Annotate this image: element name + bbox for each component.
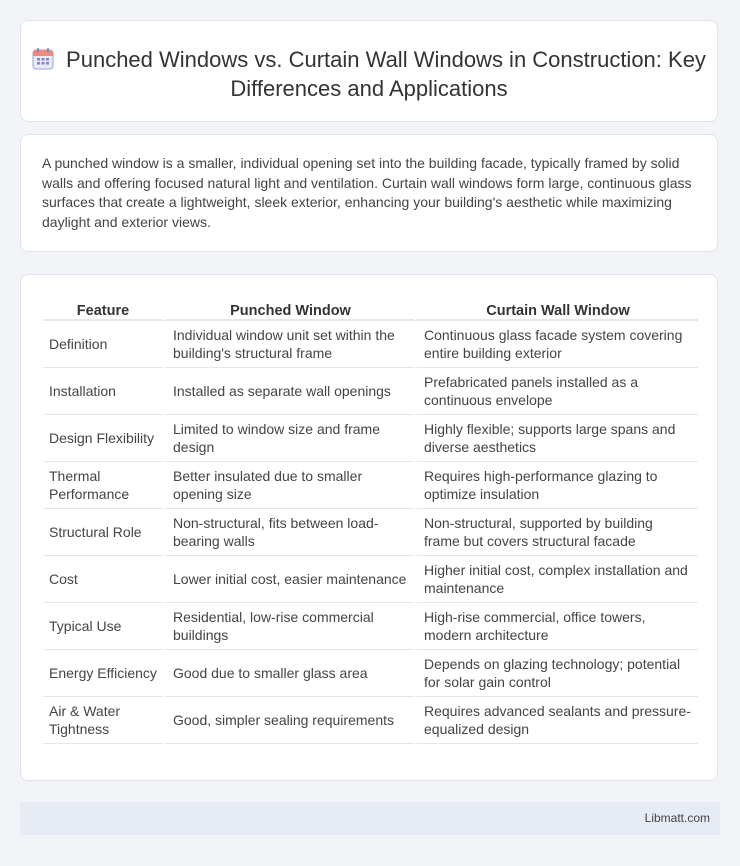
table-row [43,509,698,556]
feature-cell: Definition [43,321,163,368]
curtain-wall-cell: Continuous glass facade system covering entire building exterior [414,321,698,368]
feature-cell: Energy Efficiency [43,650,163,697]
table-row [43,603,698,650]
feature-cell: Structural Role [43,509,163,556]
comparison-card [20,274,718,781]
feature-cell: Typical Use [43,603,163,650]
table-row [43,462,698,509]
curtain-wall-cell: Requires high-performance glazing to optimize insulation [414,462,698,509]
table-row [43,650,698,697]
table-row [43,321,698,368]
page-title-text: Punched Windows vs. Curtain Wall Windows in Construction: Key Differences and Applications [66,47,706,101]
table-header-row [43,296,698,321]
punched-cell: Non-structural, fits between load-bearing walls [163,509,414,556]
feature-cell: Air & Water Tightness [43,697,163,744]
intro-card [20,134,718,252]
feature-cell: Thermal Performance [43,462,163,509]
curtain-wall-cell: Non-structural, supported by building frame but covers structural facade [414,509,698,556]
table-row [43,697,698,744]
header-curtain-wall-window: Curtain Wall Window [414,296,698,321]
curtain-wall-cell: Depends on glazing technology; potential for solar gain control [414,650,698,697]
table-row [43,556,698,603]
curtain-wall-cell: Higher initial cost, complex installation and maintenance [414,556,698,603]
title-card [20,20,718,122]
header-feature: Feature [43,296,163,321]
footer-site-link[interactable]: Libmatt.com [644,811,710,825]
curtain-wall-cell: Highly flexible; supports large spans and diverse aesthetics [414,415,698,462]
calendar-icon [32,48,54,70]
punched-cell: Better insulated due to smaller opening size [163,462,414,509]
punched-cell: Good, simpler sealing requirements [163,697,414,744]
punched-cell: Good due to smaller glass area [163,650,414,697]
punched-cell: Limited to window size and frame design [163,415,414,462]
page-title [21,45,717,103]
header-punched-window: Punched Window [163,296,414,321]
punched-cell: Installed as separate wall openings [163,368,414,415]
intro-paragraph: A punched window is a smaller, individual opening set into the building facade, typically framed by solid walls and offering focused natural light and ventilation. Curtain wall windows form large, continuous glass surfaces that create a lightweight, sleek exterior, enhancing your building's aesthetic while maximizing daylight and exterior views. [42,155,692,230]
comparison-table [43,296,698,744]
feature-cell: Cost [43,556,163,603]
feature-cell: Installation [43,368,163,415]
footer-bar [20,802,720,835]
punched-cell: Lower initial cost, easier maintenance [163,556,414,603]
table-row [43,415,698,462]
curtain-wall-cell: Prefabricated panels installed as a continuous envelope [414,368,698,415]
curtain-wall-cell: Requires advanced sealants and pressure-equalized design [414,697,698,744]
punched-cell: Individual window unit set within the building's structural frame [163,321,414,368]
table-row [43,368,698,415]
curtain-wall-cell: High-rise commercial, office towers, modern architecture [414,603,698,650]
punched-cell: Residential, low-rise commercial buildings [163,603,414,650]
feature-cell: Design Flexibility [43,415,163,462]
